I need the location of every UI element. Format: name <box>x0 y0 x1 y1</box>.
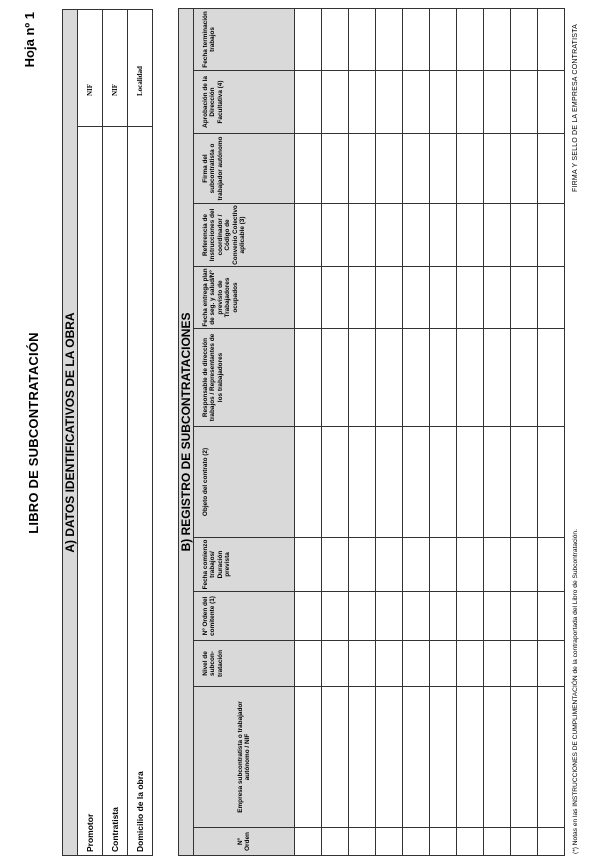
footnote: (*) Notas en las INSTRUCCIONES DE CUMPLIMENTACIÓN de la contraportada del Libro de Subcontratación. <box>572 529 579 854</box>
sheet-number: Hoja nº 1 <box>22 12 37 68</box>
table-cell[interactable] <box>484 687 511 828</box>
table-cell[interactable] <box>457 687 484 828</box>
table-cell[interactable] <box>295 8 322 70</box>
table-cell[interactable] <box>376 828 403 856</box>
promotor-field[interactable]: Promotor <box>78 127 103 856</box>
col-header-fecha-comienzo: Fecha comienzo trabajos/ Duración prevista <box>194 538 295 592</box>
table-row <box>484 8 511 855</box>
table-cell[interactable] <box>349 267 376 329</box>
col-header-objeto: Objeto del contrato (2) <box>194 427 295 538</box>
table-cell[interactable] <box>349 71 376 134</box>
table-cell[interactable] <box>322 427 349 538</box>
table-cell[interactable] <box>322 592 349 641</box>
contratista-field[interactable]: Contratista <box>103 127 128 856</box>
table-cell[interactable] <box>322 687 349 828</box>
table-cell[interactable] <box>403 134 430 204</box>
table-cell[interactable] <box>295 592 322 641</box>
table-cell[interactable] <box>349 687 376 828</box>
table-cell[interactable] <box>538 828 565 856</box>
table-cell[interactable] <box>457 204 484 267</box>
table-cell[interactable] <box>484 267 511 329</box>
col-header-responsable: Responsable de dirección trabajos / Representantes de los trabajadores <box>194 329 295 427</box>
col-header-nivel: Nivel de subcon- tratación <box>194 641 295 687</box>
table-cell[interactable] <box>511 204 538 267</box>
table-cell[interactable] <box>484 8 511 70</box>
table-cell[interactable] <box>511 329 538 427</box>
table-cell[interactable] <box>376 427 403 538</box>
table-row <box>403 8 430 855</box>
table-cell[interactable] <box>538 538 565 592</box>
table-cell[interactable] <box>295 71 322 134</box>
table-cell[interactable] <box>403 592 430 641</box>
table-cell[interactable] <box>349 329 376 427</box>
table-row <box>538 8 565 855</box>
table-row <box>322 8 349 855</box>
table-cell[interactable] <box>511 687 538 828</box>
promotor-row <box>78 10 103 856</box>
table-cell[interactable] <box>430 267 457 329</box>
table-cell[interactable] <box>484 828 511 856</box>
col-header-aprobacion: Aprobación de la Dirección Facultativa (4) <box>194 71 295 134</box>
table-cell[interactable] <box>295 204 322 267</box>
table-row <box>349 8 376 855</box>
signature-label: FIRMA Y SELLO DE LA EMPRESA CONTRATISTA <box>572 24 579 192</box>
table-row <box>376 8 403 855</box>
table-cell[interactable] <box>295 134 322 204</box>
table-row <box>511 8 538 855</box>
table-cell[interactable] <box>430 427 457 538</box>
table-cell[interactable] <box>349 828 376 856</box>
table-cell[interactable] <box>376 8 403 70</box>
table-cell[interactable] <box>538 8 565 70</box>
table-cell[interactable] <box>457 538 484 592</box>
nif-label: NIF <box>86 83 94 96</box>
table-cell[interactable] <box>430 592 457 641</box>
table-cell[interactable] <box>484 71 511 134</box>
table-cell[interactable] <box>376 592 403 641</box>
site-data-table <box>62 9 153 856</box>
column-header-row <box>194 8 295 855</box>
table-cell[interactable] <box>295 329 322 427</box>
col-header-referencia: Referencia de Instrucciones del coordinador / Código de Convenio Colectivo aplicable (3) <box>194 204 295 267</box>
table-cell[interactable] <box>376 538 403 592</box>
table-cell[interactable] <box>376 71 403 134</box>
table-cell[interactable] <box>511 8 538 70</box>
table-cell[interactable] <box>349 592 376 641</box>
table-cell[interactable] <box>403 204 430 267</box>
localidad-field[interactable] <box>128 10 153 127</box>
table-cell[interactable] <box>511 427 538 538</box>
table-cell[interactable] <box>457 641 484 687</box>
table-cell[interactable] <box>322 538 349 592</box>
table-row <box>430 8 457 855</box>
table-cell[interactable] <box>484 427 511 538</box>
domicilio-field[interactable]: Domicilio de la obra <box>128 127 153 856</box>
table-cell[interactable] <box>322 71 349 134</box>
table-cell[interactable] <box>403 641 430 687</box>
table-cell[interactable] <box>295 687 322 828</box>
table-cell[interactable] <box>376 267 403 329</box>
table-cell[interactable] <box>538 134 565 204</box>
section-b-title: B) REGISTRO DE SUBCONTRATACIONES <box>179 8 194 855</box>
table-cell[interactable] <box>322 134 349 204</box>
table-cell[interactable] <box>322 641 349 687</box>
document-title: LIBRO DE SUBCONTRATACIÓN <box>26 332 41 534</box>
table-cell[interactable] <box>538 641 565 687</box>
table-cell[interactable] <box>295 267 322 329</box>
table-cell[interactable] <box>403 329 430 427</box>
col-header-fecha-entrega: Fecha entrega plan de seg. y salud/Nº previsto de Trabajadores ocupados <box>194 267 295 329</box>
table-cell[interactable] <box>484 538 511 592</box>
contratista-row <box>103 10 128 856</box>
table-cell[interactable] <box>403 427 430 538</box>
table-cell[interactable] <box>538 267 565 329</box>
col-header-orden-comitente: Nº Orden del comitente (1) <box>194 592 295 641</box>
table-cell[interactable] <box>349 641 376 687</box>
table-cell[interactable] <box>538 687 565 828</box>
table-cell[interactable] <box>376 204 403 267</box>
table-cell[interactable] <box>457 8 484 70</box>
table-cell[interactable] <box>511 71 538 134</box>
table-cell[interactable] <box>430 8 457 70</box>
table-cell[interactable] <box>295 828 322 856</box>
table-cell[interactable] <box>430 687 457 828</box>
col-header-fecha-terminacion: Fecha terminación trabajos <box>194 8 295 70</box>
table-cell[interactable] <box>484 592 511 641</box>
table-cell[interactable] <box>322 329 349 427</box>
table-cell[interactable] <box>484 329 511 427</box>
register-rows <box>295 8 565 855</box>
table-cell[interactable] <box>322 8 349 70</box>
table-cell[interactable] <box>295 538 322 592</box>
table-cell[interactable] <box>538 592 565 641</box>
table-cell[interactable] <box>511 641 538 687</box>
table-cell[interactable] <box>403 71 430 134</box>
table-cell[interactable] <box>376 687 403 828</box>
table-cell[interactable] <box>538 329 565 427</box>
table-cell[interactable] <box>457 267 484 329</box>
table-cell[interactable] <box>349 134 376 204</box>
table-cell[interactable] <box>295 427 322 538</box>
table-cell[interactable] <box>295 641 322 687</box>
table-cell[interactable] <box>457 71 484 134</box>
contratista-nif-field[interactable] <box>103 10 128 127</box>
table-cell[interactable] <box>376 641 403 687</box>
table-cell[interactable] <box>403 267 430 329</box>
table-cell[interactable] <box>349 427 376 538</box>
table-cell[interactable] <box>430 641 457 687</box>
table-cell[interactable] <box>511 828 538 856</box>
table-cell[interactable] <box>430 71 457 134</box>
table-row <box>457 8 484 855</box>
table-cell[interactable] <box>457 329 484 427</box>
col-header-orden: Nº Orden <box>194 828 295 856</box>
table-cell[interactable] <box>538 204 565 267</box>
table-cell[interactable] <box>457 134 484 204</box>
table-cell[interactable] <box>403 538 430 592</box>
nif-label: NIF <box>111 83 119 96</box>
table-cell[interactable] <box>484 134 511 204</box>
table-cell[interactable] <box>511 267 538 329</box>
table-cell[interactable] <box>430 828 457 856</box>
table-cell[interactable] <box>403 828 430 856</box>
table-cell[interactable] <box>484 641 511 687</box>
table-cell[interactable] <box>349 8 376 70</box>
table-cell[interactable] <box>457 427 484 538</box>
promotor-nif-field[interactable] <box>78 10 103 127</box>
col-header-empresa: Empresa subcontratista o trabajador autónomo / NIF <box>194 687 295 828</box>
section-a-title: A) DATOS IDENTIFICATIVOS DE LA OBRA <box>63 10 78 856</box>
table-cell[interactable] <box>484 204 511 267</box>
subcontracting-register-table <box>178 8 565 856</box>
table-cell[interactable] <box>538 71 565 134</box>
localidad-label: Localidad <box>136 66 144 96</box>
table-cell[interactable] <box>430 538 457 592</box>
table-cell[interactable] <box>349 204 376 267</box>
table-cell[interactable] <box>538 427 565 538</box>
table-cell[interactable] <box>457 592 484 641</box>
table-cell[interactable] <box>430 329 457 427</box>
table-cell[interactable] <box>403 8 430 70</box>
table-cell[interactable] <box>322 828 349 856</box>
table-cell[interactable] <box>430 204 457 267</box>
table-cell[interactable] <box>511 134 538 204</box>
table-cell[interactable] <box>403 687 430 828</box>
table-cell[interactable] <box>376 329 403 427</box>
col-header-firma: Firma del subcontratista o trabajador autónomo <box>194 134 295 204</box>
table-cell[interactable] <box>511 592 538 641</box>
domicilio-row <box>128 10 153 856</box>
table-cell[interactable] <box>322 267 349 329</box>
table-row <box>295 8 322 855</box>
table-cell[interactable] <box>322 204 349 267</box>
table-cell[interactable] <box>430 134 457 204</box>
table-cell[interactable] <box>376 134 403 204</box>
table-cell[interactable] <box>511 538 538 592</box>
table-cell[interactable] <box>349 538 376 592</box>
table-cell[interactable] <box>457 828 484 856</box>
